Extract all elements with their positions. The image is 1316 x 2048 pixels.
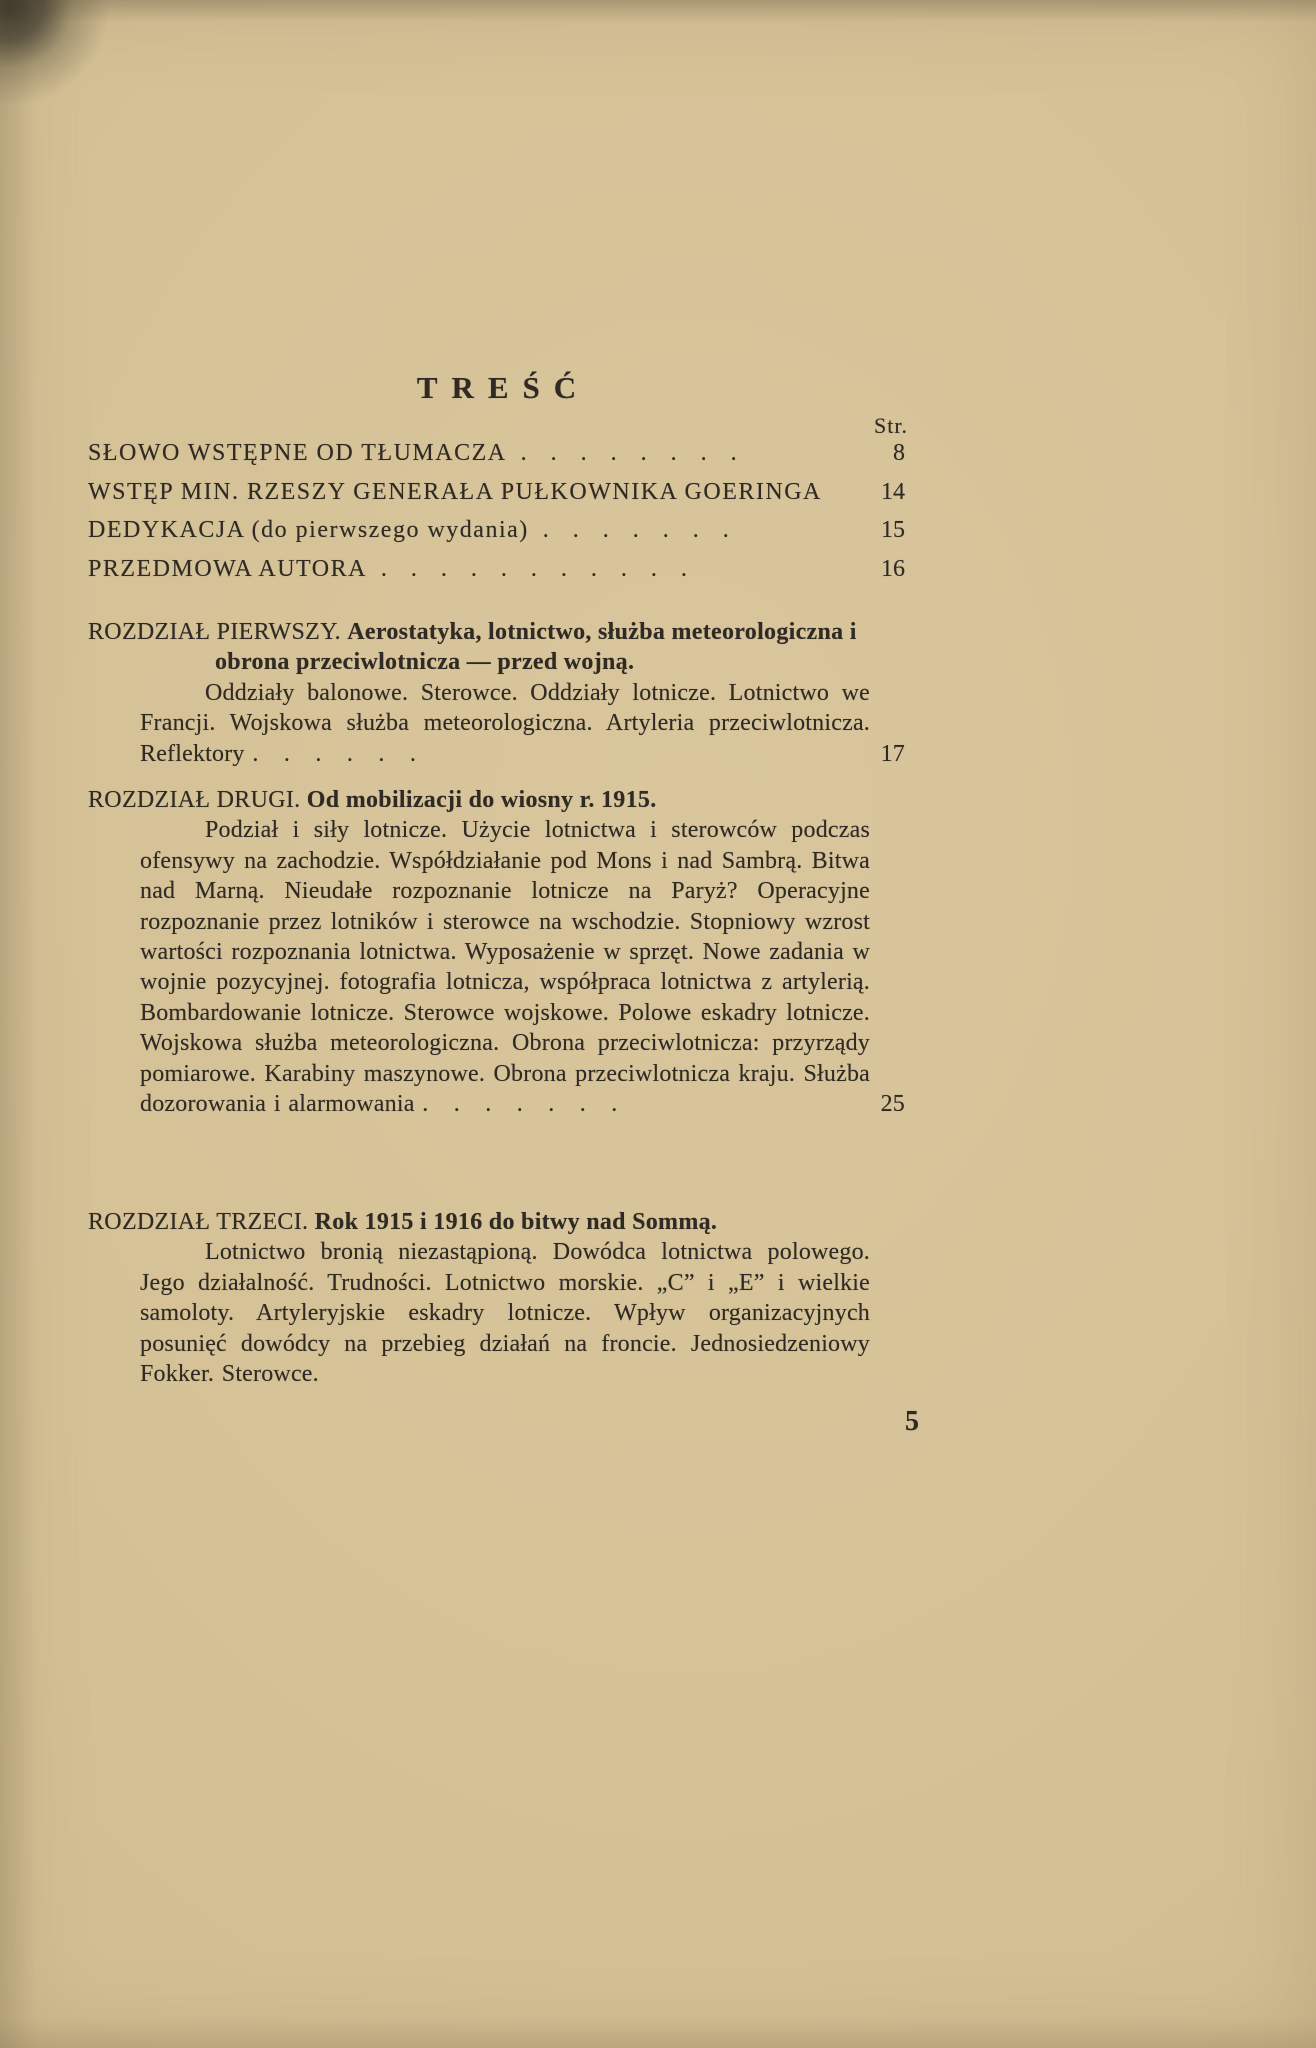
chapter-page: 17 bbox=[880, 740, 905, 767]
dot-leader: . . . . . . . . bbox=[520, 440, 746, 466]
toc-entry bbox=[88, 434, 905, 473]
chapter-heading-title: Aerostatyka, lotnictwo, służba meteorologiczna i obrona przeciwlotnicza — przed wojną. bbox=[215, 619, 857, 676]
toc-chapter-1 bbox=[88, 617, 905, 769]
page-title: TREŚĆ bbox=[416, 370, 591, 405]
toc-entry bbox=[88, 550, 905, 589]
toc-entry-page: 15 bbox=[881, 517, 905, 544]
chapter-summary bbox=[88, 1237, 905, 1389]
chapter-heading-prefix: ROZDZIAŁ TRZECI. bbox=[88, 1209, 309, 1235]
dot-leader: . . . . . . . . . . . bbox=[380, 555, 696, 582]
chapter-heading bbox=[88, 617, 905, 678]
folio-page-number: 5 bbox=[905, 1406, 919, 1437]
chapter-page: 25 bbox=[880, 1091, 905, 1118]
toc-chapter-2 bbox=[88, 785, 905, 1119]
chapter-heading-title: Rok 1915 i 1916 do bitwy nad Sommą. bbox=[314, 1209, 718, 1235]
toc-entry-label: SŁOWO WSTĘPNE OD TŁUMACZA bbox=[88, 440, 507, 466]
toc-entry-label: PRZEDMOWA AUTORA bbox=[88, 555, 367, 582]
front-matter-list bbox=[88, 434, 905, 588]
chapter-heading-prefix: ROZDZIAŁ PIERWSZY. bbox=[88, 619, 341, 645]
dot-leader: . . . . . . bbox=[252, 740, 425, 767]
toc-entry bbox=[88, 511, 905, 550]
chapter-heading-title: Od mobilizacji do wiosny r. 1915. bbox=[306, 787, 657, 813]
chapter-summary-text: Podział i siły lotnicze. Użycie lotnictwa i sterowców podczas ofensywy na zachodzie. Współdziałanie pod Mons i nad Sambrą. Bitwa nad Marną. Nieudałe rozpoznanie lotnicze na Paryż? Operacyjne rozpoznanie przez lotników i sterowce na wschodzie. Stopniowy wzrost wartości rozpoznania lotnictwa. Wyposażenie w sprzęt. Nowe zadania w wojnie pozycyjnej. fotografia lotnicza, współpraca lotnictwa z artylerią. Bombardowanie lotnicze. Sterowce wojskowe. Polowe eskadry lotnicze. Wojskowa służba meteorologiczna. Obrona przeciwlotnicza: przyrządy pomiarowe. Karabiny maszynowe. Obrona przeciwlotnicza kraju. Służba dozorowania i alarmowania bbox=[140, 817, 870, 1118]
toc-entry-page: 8 bbox=[893, 440, 905, 466]
chapter-summary bbox=[88, 815, 905, 1119]
toc-chapter-3 bbox=[88, 1207, 905, 1389]
chapter-summary bbox=[88, 678, 905, 769]
toc-entry-page: 16 bbox=[881, 555, 905, 582]
chapter-summary-text: Oddziały balonowe. Sterowce. Oddziały lotnicze. Lotnictwo we Francji. Wojskowa służba meteorologiczna. Artyleria przeciwlotnicza. Reflektory bbox=[140, 679, 870, 767]
toc-entry-page: 14 bbox=[881, 478, 905, 505]
page-number-column-header: Str. bbox=[874, 413, 908, 438]
chapter-heading bbox=[88, 1207, 905, 1237]
dot-leader: . . . . . . . bbox=[422, 1091, 627, 1118]
chapter-summary-text: Lotnictwo bronią niezastąpioną. Dowódca lotnictwa polowego. Jego działalność. Trudności. Lotnictwo morskie. „C” i „E” i wielkie samoloty. Artyleryjskie eskadry lotnicze. Wpływ organizacyjnych posunięć dowódcy na przebieg działań na froncie. Jednosiedzeniowy Fokker. Sterowce. bbox=[140, 1239, 870, 1388]
toc-entry-label: DEDYKACJA (do pierwszego wydania) bbox=[88, 517, 529, 544]
toc-entry bbox=[88, 473, 905, 512]
toc-entry-label: WSTĘP MIN. RZESZY GENERAŁA PUŁKOWNIKA GOERINGA bbox=[88, 478, 822, 505]
dot-leader: . . . . . . . bbox=[542, 517, 738, 544]
chapter-heading bbox=[88, 785, 905, 815]
chapter-heading-prefix: ROZDZIAŁ DRUGI. bbox=[88, 787, 301, 813]
